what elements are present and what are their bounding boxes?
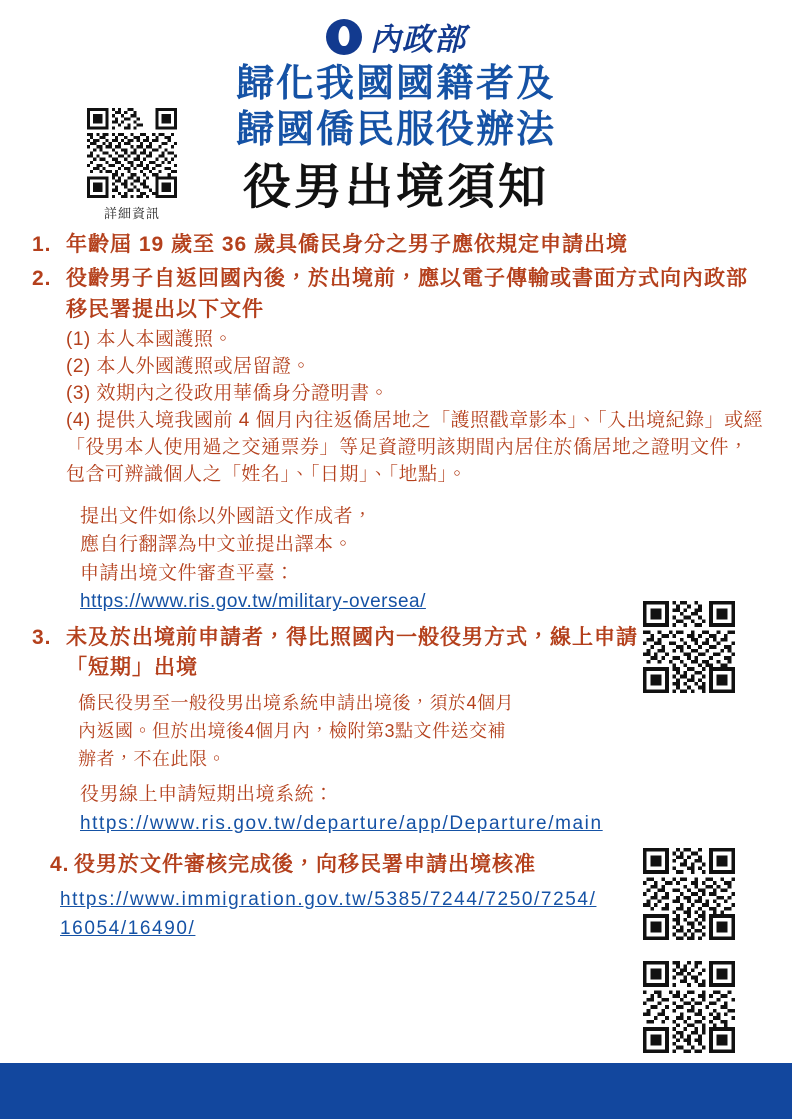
qr-code-immigration[interactable] (640, 958, 738, 1056)
item-number: 4. (50, 853, 70, 877)
list-item (32, 623, 766, 839)
item-heading: 役男於文件審核完成後，向移民署申請出境核准 (73, 853, 536, 877)
paragraph-line: 辦者，不在此限。 (78, 748, 226, 769)
sub-item: (3) 效期內之役政用華僑身分證明書。 (66, 382, 390, 404)
qr-code-detail-caption: 詳細資訊 (103, 206, 160, 221)
item-paragraph (66, 690, 638, 774)
item-link-block (50, 886, 766, 943)
note-line: 提出文件如係以外國語文作成者， (80, 505, 373, 527)
title-line-2: 歸國僑民服役辦法 (235, 109, 556, 152)
item-note (66, 503, 660, 617)
note-line: 應自行翻譯為中文並提出譯本。 (80, 534, 354, 556)
list-item (32, 264, 766, 617)
paragraph-line: 僑民役男至一般役男出境系統申請出境後，須於4個月 (78, 692, 515, 713)
review-platform-link[interactable]: https://www.ris.gov.tw/military-oversea/ (80, 591, 426, 613)
sub-item: (2) 本人外國護照或居留證。 (66, 356, 312, 377)
qr-code-detail-block (84, 105, 180, 222)
ministry-of-interior-logo-icon (326, 19, 362, 55)
list-item (32, 230, 766, 260)
sub-item: (1) 本人本國護照。 (66, 329, 234, 351)
item-sub-list (66, 327, 766, 489)
note-line: 役男線上申請短期出境系統： (80, 784, 334, 806)
item-heading: 役齡男子自返回國內後，於出境前，應以電子傳輸或書面方式向內政部移民署提出以下文件 (66, 267, 748, 321)
note-line: 申請出境文件審查平臺： (80, 562, 295, 584)
item-number: 3. (32, 625, 52, 649)
notice-content (0, 230, 792, 944)
org-logo-row (0, 0, 792, 59)
footer-bar (0, 1063, 792, 1119)
short-term-departure-link[interactable]: https://www.ris.gov.tw/departure/app/Departure/main (80, 812, 603, 834)
paragraph-line: 內返國。但於出境後4個月內，檢附第3點文件送交補 (78, 720, 507, 741)
item-number: 1. (32, 232, 52, 256)
org-name: 內政部 (370, 22, 466, 57)
item-heading: 年齡屆 19 歲至 36 歲具僑民身分之男子應依規定申請出境 (66, 232, 629, 256)
item-heading: 未及於出境前申請者，得比照國內一般役男方式，線上申請「短期」出境 (66, 625, 638, 680)
sub-item: (4) 提供入境我國前 4 個月內往返僑居地之「護照戳章影本」、「入出境紀錄」或經「役男本人使用過之交通票券」等足資證明該期間內居住於僑居地之證明文件，包含可辨識個人之「姓名」、「日期」、「地點」。 (66, 409, 764, 485)
item-note (66, 781, 640, 838)
qr-code-detail[interactable] (84, 105, 180, 201)
item-number: 2. (32, 267, 52, 291)
immigration-link[interactable]: https://www.immigration.gov.tw/5385/7244/7250/7254/16054/16490/ (60, 889, 597, 939)
list-item (32, 848, 766, 943)
title-line-1: 歸化我國國籍者及 (235, 63, 556, 105)
page-title: 役男出境須知 (242, 160, 549, 214)
